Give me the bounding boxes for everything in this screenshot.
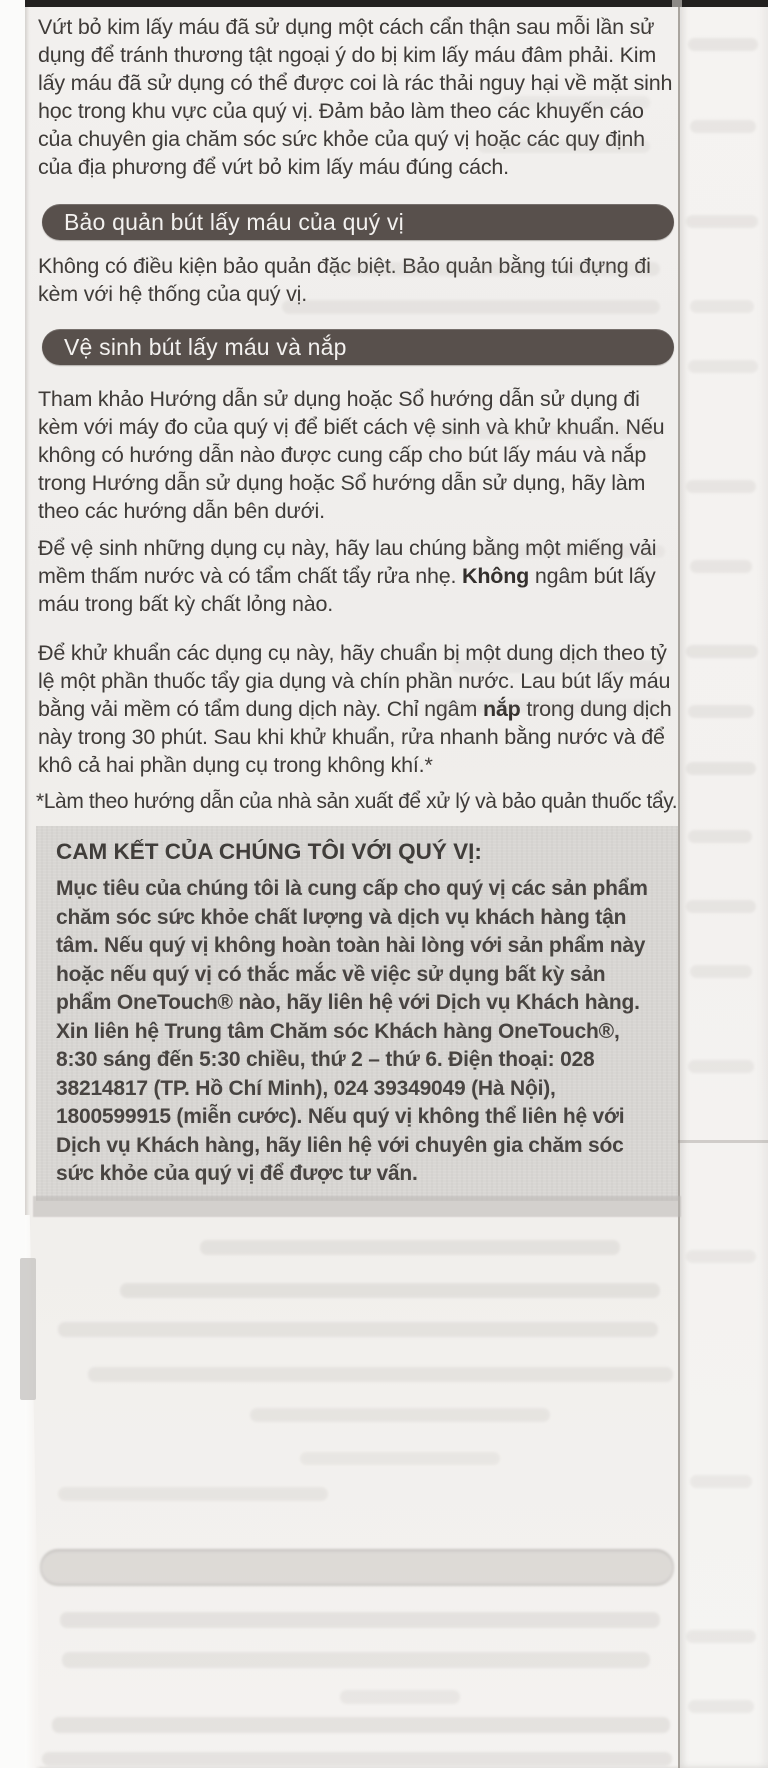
bleedthrough-line: [330, 262, 660, 276]
bleedthrough-line: [282, 300, 660, 314]
bleedthrough-line: [88, 1367, 673, 1382]
bleedthrough-line: [688, 360, 758, 373]
bleedthrough-line: [690, 965, 752, 978]
paragraph-lancet-disposal: Vứt bỏ kim lấy máu đã sử dụng một cách cẩn thận sau mỗi lần sử dụng để tránh thương tật ngoại ý do bị kim lấy máu đâm phải. Kim lấy máu đã sử dụng có thể được coi là rác thải nguy hại về mặt sinh học trong khu vực của quý vị. Đảm bảo làm theo các khuyến cáo của chuyên gia chăm sóc sức khỏe của quý vị hoặc các quy định của địa phương để vứt bỏ kim lấy máu đúng cách.: [38, 15, 673, 179]
paragraph-storage: Không có điều kiện bảo quản đặc biệt. Bảo quản bằng túi đựng đi kèm với hệ thống của quý vị.: [38, 254, 651, 306]
bleedthrough-line: [478, 140, 650, 153]
bleedthrough-line: [686, 215, 758, 228]
bleedthrough-line: [688, 830, 752, 843]
bleedthrough-line: [200, 1240, 620, 1255]
scan-edge-mark: [20, 1258, 36, 1400]
paragraph-text: trong dung dịch này trong 30 phút. Sau khi khử khuẩn, rửa nhanh bằng nước và để khô cả hai phần dụng cụ trong không khí.*: [38, 697, 672, 777]
folded-page-edge: [678, 0, 768, 1768]
bleedthrough-line: [686, 1630, 756, 1643]
bleedthrough-line: [58, 1487, 328, 1501]
bleedthrough-line: [686, 1250, 756, 1263]
footnote-bleach: *Làm theo hướng dẫn của nhà sản xuất để xử lý và bảo quản thuốc tẩy.: [36, 790, 678, 813]
bleedthrough-header-pill: [40, 1549, 674, 1586]
paragraph-text: ngâm bút lấy máu trong bất kỳ chất lỏng nào.: [38, 564, 656, 616]
fold-shadow-band: [33, 1196, 681, 1217]
bleedthrough-line: [686, 900, 756, 913]
bleedthrough-line: [688, 1060, 754, 1073]
scan-top-edge: [25, 0, 768, 7]
bleedthrough-line: [42, 1752, 672, 1766]
bleedthrough-line: [432, 700, 660, 713]
bleedthrough-line: [688, 705, 754, 718]
bleedthrough-line: [120, 1283, 660, 1298]
bleedthrough-line: [688, 38, 758, 51]
commitment-heading: CAM KẾT CỦA CHÚNG TÔI VỚI QUÝ VỊ:: [56, 839, 482, 864]
emphasis-nap: nắp: [482, 697, 521, 721]
bleedthrough-line: [690, 300, 754, 313]
bleedthrough-line: [688, 1700, 754, 1713]
bleedthrough-line: [52, 1717, 670, 1733]
bleedthrough-line: [686, 762, 756, 775]
section-header-cleaning: Vệ sinh bút lấy máu và nắp: [42, 329, 674, 365]
bleedthrough-line: [690, 1475, 752, 1488]
bleedthrough-line: [62, 1652, 650, 1668]
bleedthrough-line: [690, 560, 752, 573]
fold-seam: [678, 1140, 768, 1143]
bleedthrough-line: [340, 1690, 460, 1704]
section-header-storage: Bảo quản bút lấy máu của quý vị: [42, 204, 674, 240]
bleedthrough-line: [452, 660, 662, 673]
bleedthrough-line: [60, 1612, 660, 1628]
scan-top-edge-gap: [672, 0, 682, 7]
bleedthrough-line: [690, 120, 756, 133]
bleedthrough-line: [470, 545, 665, 558]
commitment-body: Mục tiêu của chúng tôi là cung cấp cho quý vị các sản phẩm chăm sóc sức khỏe chất lượng và dịch vụ khách hàng tận tâm. Nếu quý vị không hoàn toàn hài lòng với sản phẩm này hoặc nếu quý vị có thắc mắc về việc sử dụng bất kỳ sản phẩm OneTouch® nào, hãy liên hệ với Dịch vụ Khách hàng. Xin liên hệ Trung tâm Chăm sóc Khách hàng OneTouch®, 8:30 sáng đến 5:30 chiều, thứ 2 – thứ 6. Điện thoại: 028 38214817 (TP. Hồ Chí Minh), 024 39349049 (Hà Nội), 1800599915 (miễn cước). Nếu quý vị không thể liên hệ với Dịch vụ Khách hàng, hãy liên hệ với chuyên gia chăm sóc sức khỏe của quý vị để được tư vấn.: [56, 877, 648, 1185]
paragraph-text: Để vệ sinh những dụng cụ này, hãy lau chúng bằng một miếng vải mềm thấm nước và có tẩm chất tẩy rửa nhẹ.: [38, 536, 657, 588]
paragraph-cleaning-intro: Tham khảo Hướng dẫn sử dụng hoặc Sổ hướng dẫn sử dụng đi kèm với máy đo của quý vị để biết cách vệ sinh và khử khuẩn. Nếu không có hướng dẫn nào được cung cấp cho bút lấy máu và nắp trong Hướng dẫn sử dụng hoặc Sổ hướng dẫn sử dụng, hãy làm theo các hướng dẫn bên dưới.: [38, 387, 665, 523]
bleedthrough-line: [430, 426, 658, 439]
bleedthrough-line: [58, 1322, 658, 1337]
commitment-box: [36, 826, 678, 1201]
paragraph-text: Để khử khuẩn các dụng cụ này, hãy chuẩn bị một dung dịch theo tỷ lệ một phần thuốc tẩy gia dụng và chín phần nước. Lau bút lấy máu bằng vải mềm có tẩm dung dịch này. Chỉ ngâm: [38, 641, 671, 721]
emphasis-khong: Không: [462, 564, 530, 588]
bleedthrough-line: [250, 1408, 550, 1422]
bleedthrough-line: [686, 480, 756, 493]
bleedthrough-line: [500, 96, 650, 109]
bleedthrough-line: [300, 1452, 500, 1465]
bleedthrough-line: [686, 645, 758, 658]
